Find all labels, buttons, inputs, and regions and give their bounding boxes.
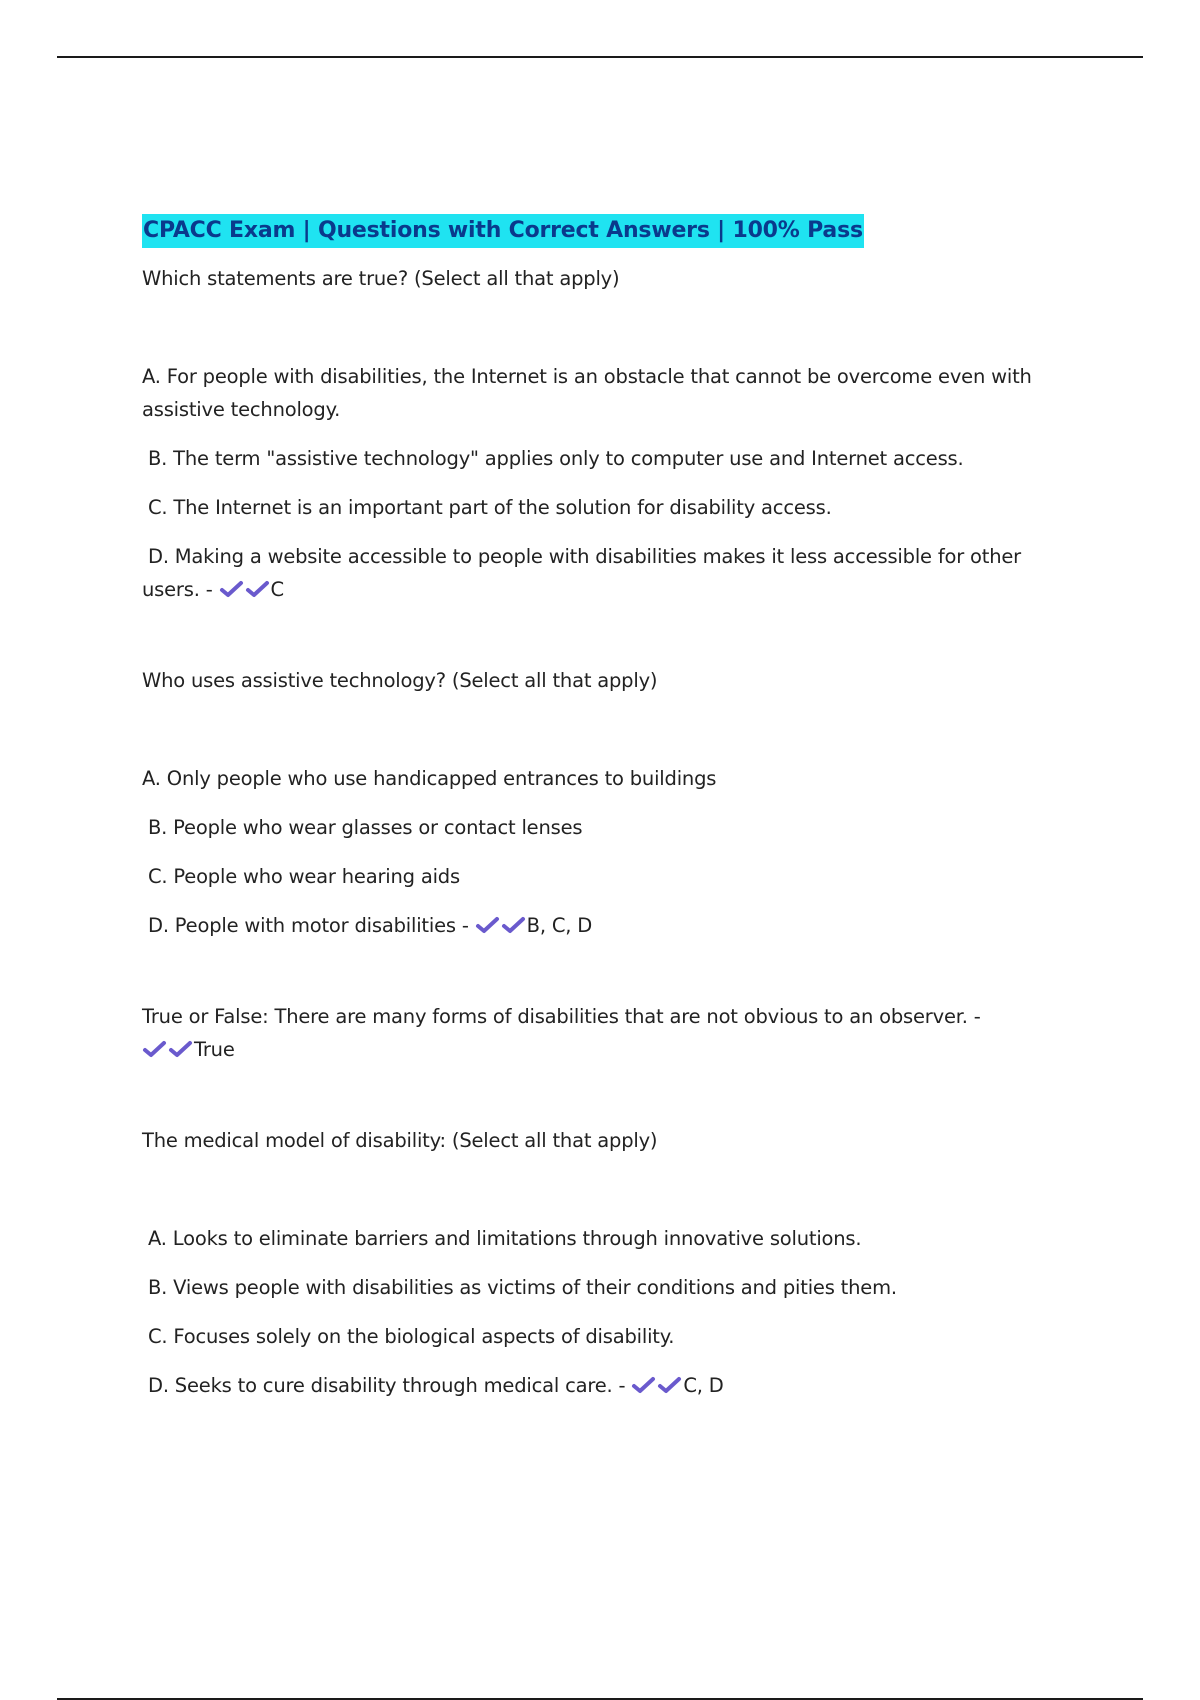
spacer (142, 295, 1042, 360)
q4-answer: C, D (683, 1374, 724, 1397)
q4-option-c: C. Focuses solely on the biological aspects of disability. (142, 1325, 675, 1348)
question-4: The medical model of disability: (Select all that apply) (142, 1129, 658, 1152)
question-1: Which statements are true? (Select all that apply) (142, 267, 620, 290)
top-rule (57, 56, 1143, 58)
q2-option-d: D. People with motor disabilities - (142, 914, 475, 937)
check-icon (219, 579, 245, 599)
q4-option-b: B. Views people with disabilities as victims of their conditions and pities them. (142, 1276, 897, 1299)
check-icon (631, 1375, 657, 1395)
check-icon (245, 579, 271, 599)
spacer (142, 606, 1042, 664)
q4-option-d: D. Seeks to cure disability through medical care. - (142, 1374, 632, 1397)
spacer (142, 697, 1042, 762)
question-3: True or False: There are many forms of disabilities that are not obvious to an observer. - (142, 1005, 981, 1028)
q1-answer-line (142, 573, 1042, 606)
document-body (142, 214, 1042, 1402)
q4-option-a: A. Looks to eliminate barriers and limitations through innovative solutions. (142, 1227, 862, 1250)
question-2: Who uses assistive technology? (Select all that apply) (142, 669, 658, 692)
q1-option-a-line1: A. For people with disabilities, the Internet is an obstacle that cannot be overcome even with (142, 365, 1032, 388)
q1-option-d-line2: users. - (142, 578, 219, 601)
q2-answer: B, C, D (526, 914, 593, 937)
spacer (142, 1157, 1042, 1222)
q1-option-b: B. The term "assistive technology" applies only to computer use and Internet access. (142, 447, 964, 470)
check-icon (475, 915, 501, 935)
check-icon (657, 1375, 683, 1395)
check-icon (501, 915, 527, 935)
q1-option-a-line2: assistive technology. (142, 398, 341, 421)
title-highlight: CPACC Exam | Questions with Correct Answers | 100% Pass (142, 214, 864, 248)
spacer (142, 1066, 1042, 1124)
q3-answer: True (194, 1038, 235, 1061)
spacer (142, 942, 1042, 1000)
q2-answer-line (142, 909, 1042, 942)
q2-option-b: B. People who wear glasses or contact lenses (142, 816, 583, 839)
q1-answer: C (270, 578, 284, 601)
check-icon (142, 1039, 168, 1059)
check-icon (168, 1039, 194, 1059)
q3-answer-line (142, 1033, 1042, 1066)
q1-option-c: C. The Internet is an important part of the solution for disability access. (142, 496, 832, 519)
q2-option-c: C. People who wear hearing aids (142, 865, 460, 888)
q4-answer-line (142, 1369, 1042, 1402)
page-title (142, 214, 1042, 248)
q1-option-d-line1: D. Making a website accessible to people with disabilities makes it less accessible for other (142, 545, 1022, 568)
q2-option-a: A. Only people who use handicapped entrances to buildings (142, 767, 717, 790)
